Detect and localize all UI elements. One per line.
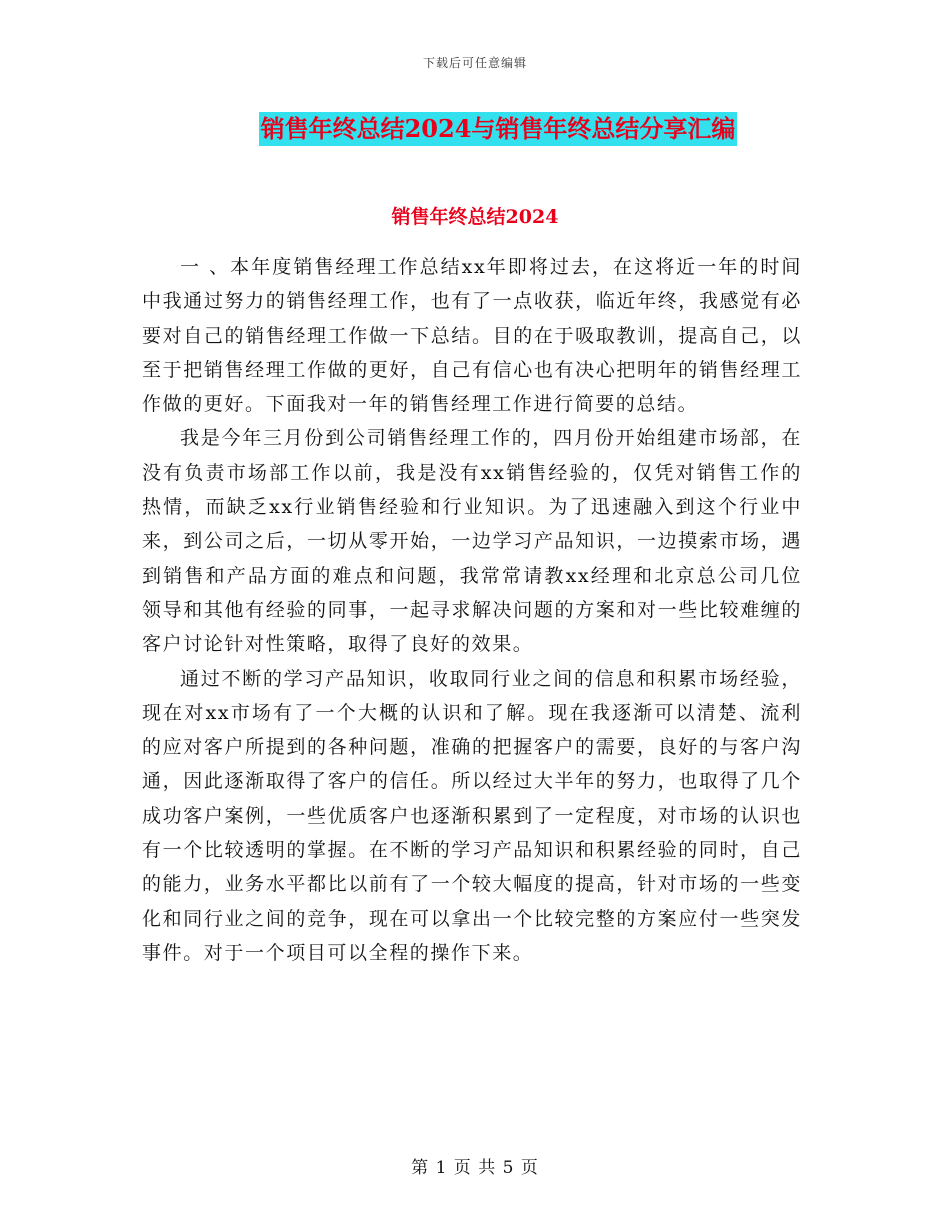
paragraph-3: 通过不断的学习产品知识，收取同行业之间的信息和积累市场经验，现在对xx市场有了一个大概的认识和了解。现在我逐渐可以清楚、流利的应对客户所提到的各种问题，准确的把握客户的需要，良好的与客户沟通，因此逐渐取得了客户的信任。所以经过大半年的努力，也取得了几个成功客户案例，一些优质客户也逐渐积累到了一定程度，对市场的认识也有一个比较透明的掌握。在不断的学习产品知识和积累经验的同时，自己的能力，业务水平都比以前有了一个较大幅度的提高，针对市场的一些变化和同行业之间的竞争，现在可以拿出一个比较完整的方案应付一些突发事件。对于一个项目可以全程的操作下来。 <box>142 667 802 964</box>
paragraph-1: 一 、本年度销售经理工作总结xx年即将过去，在这将近一年的时间中我通过努力的销售经理工作，也有了一点收获，临近年终，我感觉有必要对自己的销售经理工作做一下总结。目的在于吸取教训，提高自己，以至于把销售经理工作做的更好，自己有信心也有决心把明年的销售经理工作做的更好。下面我对一年的销售经理工作进行简要的总结。 <box>142 256 802 416</box>
main-title: 销售年终总结2024与销售年终总结分享汇编 <box>259 112 738 146</box>
main-title-wrap <box>0 112 950 146</box>
section-title: 销售年终总结2024 <box>391 206 559 228</box>
paragraph-2: 我是今年三月份到公司销售经理工作的，四月份开始组建市场部，在没有负责市场部工作以前，我是没有xx销售经验的，仅凭对销售工作的热情，而缺乏xx行业销售经验和行业知识。为了迅速融入到这个行业中来，到公司之后，一切从零开始，一边学习产品知识，一边摸索市场，遇到销售和产品方面的难点和问题，我常常请教xx经理和北京总公司几位领导和其他有经验的同事，一起寻求解决问题的方案和对一些比较难缠的客户讨论针对性策略，取得了良好的效果。 <box>142 427 802 656</box>
body-text <box>142 250 802 970</box>
page-footer: 第 1 页 共 5 页 <box>411 1158 539 1178</box>
header-note: 下载后可任意编辑 <box>422 56 527 70</box>
